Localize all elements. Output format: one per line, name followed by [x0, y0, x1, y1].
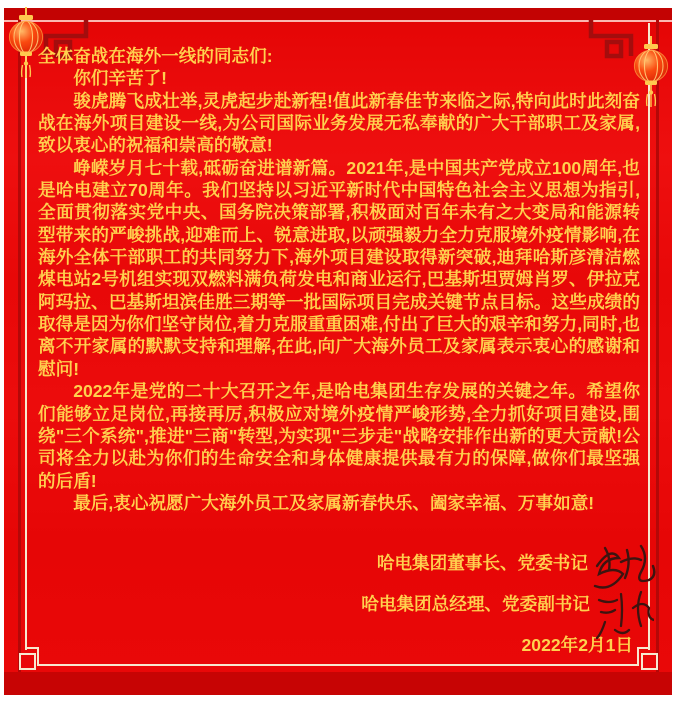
signature-block — [38, 552, 640, 656]
bottom-border-band — [4, 672, 672, 695]
lantern-icon — [629, 36, 673, 110]
letter-paragraph: 骏虎腾飞成壮举,灵虎起步赴新程!值此新春佳节来临之际,特向此时此刻奋战在海外项目建设一线,为公司国际业务发展无私奉献的广大干部职工及家属,致以衷心的祝福和崇高的敬意! — [38, 90, 640, 156]
letter-paragraph: 最后,衷心祝愿广大海外员工及家属新春快乐、阖家幸福、万事如意! — [73, 492, 595, 513]
lantern-icon — [4, 7, 48, 81]
letter-body — [38, 45, 640, 656]
top-highlight-line — [4, 20, 672, 22]
general-manager-title: 哈电集团总经理、党委副书记 — [361, 593, 590, 614]
letter-paragraph: 2022年是党的二十大召开之年,是哈电集团生存发展的关键之年。希望你们能够立足岗位,再接再厉,积极应对境外疫情严峻形势,全力抓好项目建设,围绕"三个系统",推进"三商"转型,为实现"三步走"战略安排作出新的更大贡献!公司将全力以赴为你们的生命安全和身体健康提供最有力的保障,做你们最坚强的后盾! — [38, 381, 640, 491]
salutation: 全体奋战在海外一线的同志们: — [38, 46, 273, 66]
letter-paragraph: 你们辛苦了! — [73, 68, 168, 89]
top-border-band — [4, 8, 672, 20]
general-manager-signature — [590, 586, 654, 652]
letter-date: 2022年2月1日 — [521, 634, 633, 655]
chairman-title: 哈电集团董事长、党委书记 — [376, 553, 588, 574]
letter-paragraph: 峥嵘岁月七十载,砥砺奋进谱新篇。2021年,是中国共产党成立100周年,也是哈电建立70周年。我们坚持以习近平新时代中国特色社会主义思想为指引,全面贯彻落实党中央、国务院决策部署,积极面对百年未有之大变局和能源转型带来的严峻挑战,迎难而上、锐意进取,以顽强毅力全力克服境外疫情影响,在海外全体干部职工的共同努力下,海外项目建设取得新突破,迪拜哈斯彦清洁燃煤电站2号机组实现双燃料满负荷发电和商业运行,巴基斯坦贾姆肖罗、伊拉克阿玛拉、巴基斯坦滨佳胜三期等一批国际项目完成关键节点目标。这些成绩的取得是因为你们坚守岗位,着力克服重重困难,付出了巨大的艰辛和努力,同时,也离不开家属的默默支持和理解,在此,向广大海外员工及家属表示衷心的感谢和慰问! — [38, 157, 640, 379]
left-outer-frame-line — [18, 20, 21, 672]
